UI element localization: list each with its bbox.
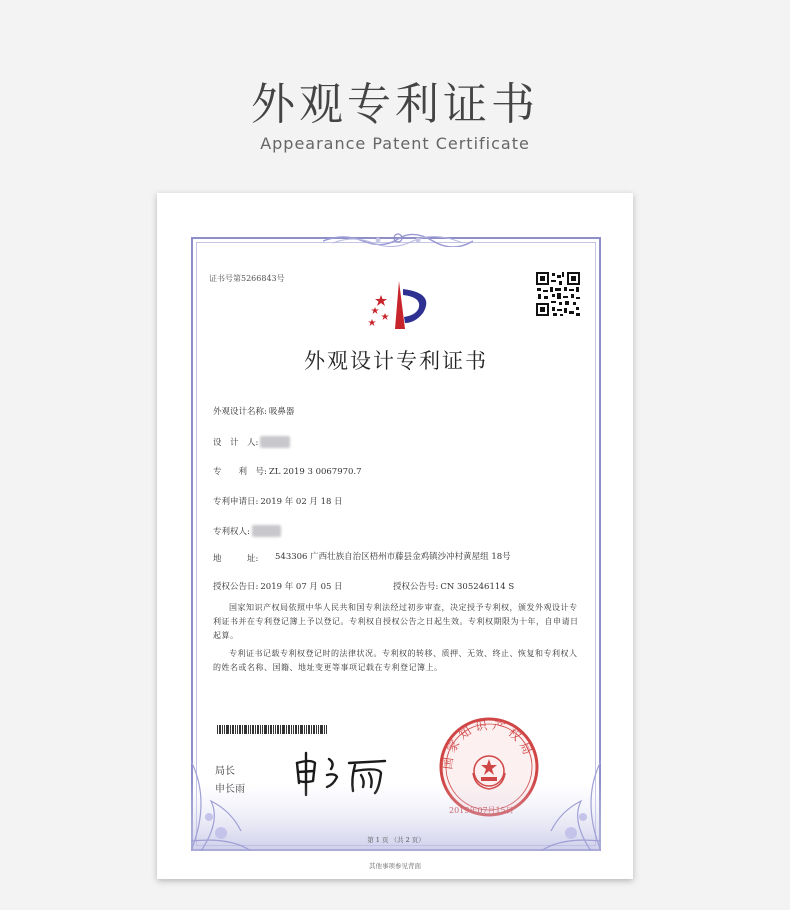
field-design-name [213, 405, 294, 417]
page-title: 外观专利证书 [251, 79, 539, 130]
page-number: 第 1 页 （共 2 页） [367, 836, 425, 844]
field-value: 吸鼻器 [268, 407, 295, 417]
field-value-redacted: 黄桂松 [262, 438, 288, 448]
field-label: 专 利 号: [213, 467, 267, 477]
qr-code-icon [535, 271, 581, 317]
grant-statement: 国家知识产权局依照中华人民共和国专利法经过初步审查，决定授予专利权，颁发外观设计专利证书并在专利登记簿上予以登记。专利权自授权公告之日起生效。专利权期限为十年，自申请日起算。 [213, 603, 579, 640]
field-value: 2019 年 07 月 05 日 [260, 582, 343, 592]
patent-office-emblem-icon [359, 279, 439, 337]
field-grant-date [213, 580, 343, 592]
field-patent-holder [213, 525, 281, 537]
certificate-sheet [157, 193, 633, 879]
field-value: 543306 广西壮族自治区梧州市藤县金鸡镇沙冲村黄屋组 18号 [275, 552, 511, 562]
barcode-icon [217, 725, 327, 734]
field-application-date [213, 495, 343, 507]
field-label: 授权公告号: [393, 582, 439, 592]
field-value-redacted: 黄桂松 [253, 527, 280, 537]
field-publication-number [393, 580, 514, 592]
back-note: 其他事项参见背面 [369, 862, 421, 870]
field-label: 授权公告日: [213, 582, 259, 592]
field-address [213, 552, 543, 564]
top-ornament-icon [323, 231, 473, 247]
field-label: 地 址: [213, 554, 259, 564]
field-value: ZL 2019 3 0067970.7 [268, 467, 362, 477]
legal-status-statement: 专利证书记载专利权登记时的法律状况。专利权的转移、质押、无效、终止、恢复和专利权人的姓名或名称、国籍、地址变更等事项记载在专利登记簿上。 [213, 649, 578, 672]
field-patent-number [213, 465, 362, 477]
field-label: 专利权人: [213, 527, 250, 537]
field-value: CN 305246114 S [440, 582, 515, 592]
certificate-title: 外观设计专利证书 [304, 349, 488, 373]
certificate-frame [191, 237, 601, 851]
field-label: 设 计 人: [213, 438, 259, 448]
field-label: 专利申请日: [213, 497, 259, 507]
field-designer [213, 436, 290, 448]
field-value: 2019 年 02 月 18 日 [260, 497, 343, 507]
seal-text: 国家知识产权局 [440, 717, 537, 771]
page-subtitle: Appearance Patent Certificate [260, 134, 530, 153]
signatory-title: 局长 [215, 766, 235, 777]
field-label: 外观设计名称: [213, 407, 267, 417]
certificate-number: 证书号第5266843号 [209, 274, 285, 283]
